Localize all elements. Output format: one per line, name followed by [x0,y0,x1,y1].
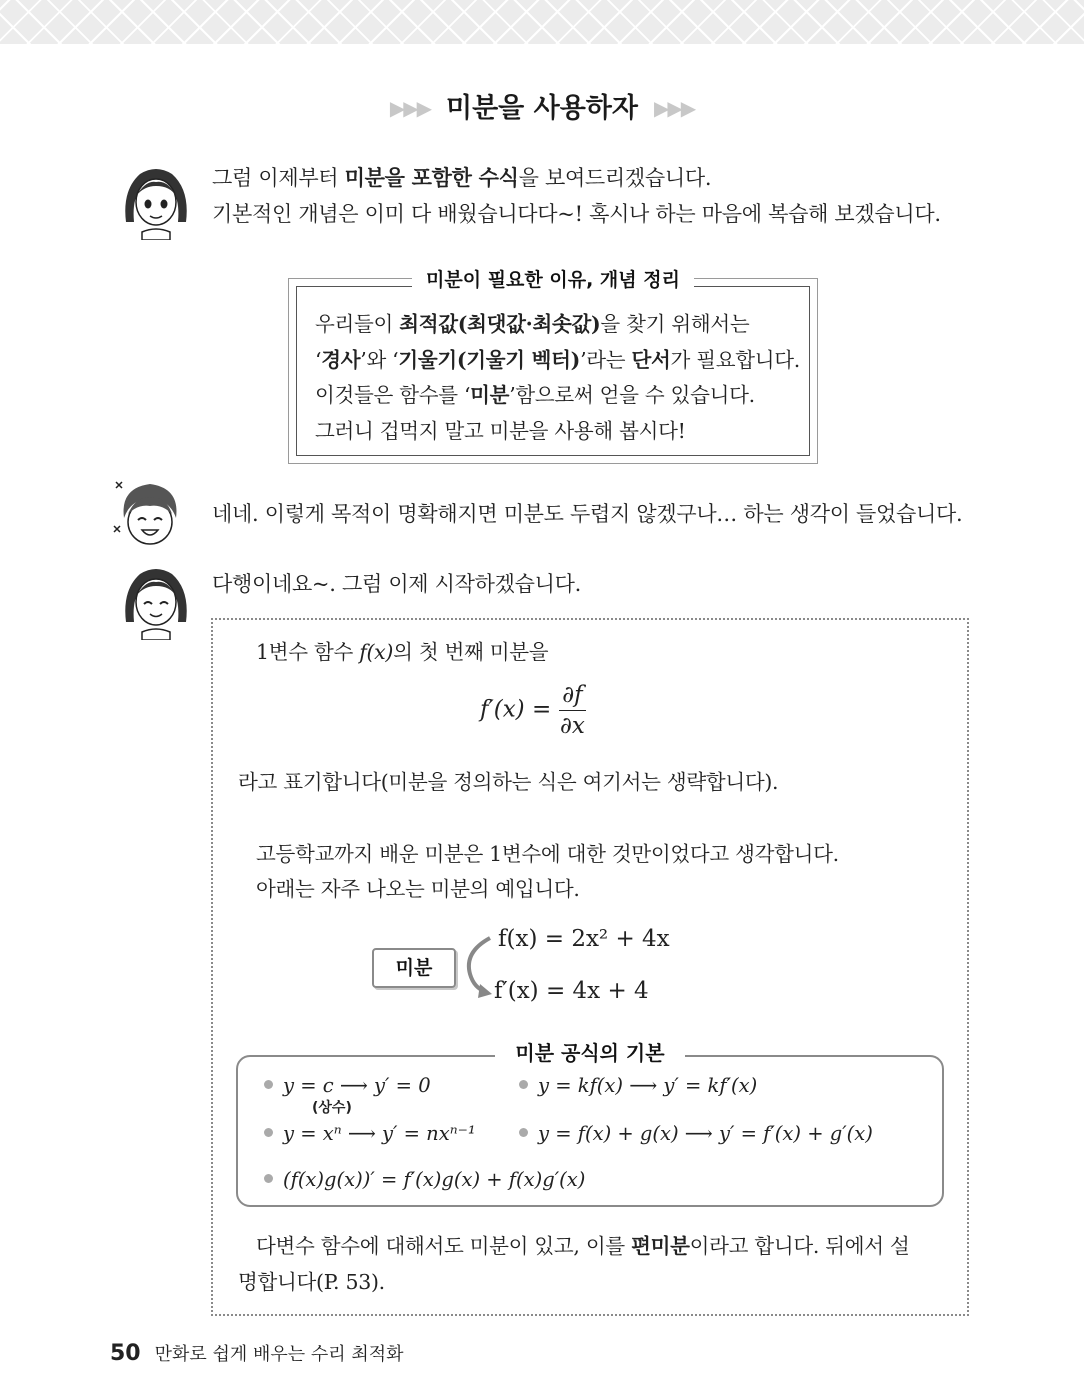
page-number: 50 [110,1341,141,1366]
section-title [0,86,1084,125]
equation-lhs: f′(x) = [480,696,552,723]
concept-text: 우리들이 [315,312,400,336]
differentiate-label: 미분 [372,948,456,988]
speech-text: 네네. 이렇게 목적이 명확해지면 미분도 두렵지 않겠구나… 하는 생각이 들었습니다. [212,502,963,526]
speech-bold: 미분을 포함한 수식 [344,166,519,190]
bullet-icon [264,1128,273,1137]
math-fx: f(x) [359,640,394,664]
concept-box-inner [296,269,810,456]
formula-text: y = kf(x) ⟶ y′ = kf′(x) [538,1074,758,1097]
paragraph-6: 명합니다(P. 53). [238,1270,385,1294]
formula-text: (f(x)g(x))′ = f′(x)g(x) + f(x)g′(x) [283,1168,586,1191]
triangle-arrows-right-icon: ▶▶▶ [653,96,695,120]
fraction-denominator: ∂x [560,713,585,739]
concept-text: 이것들은 함수를 ‘ [315,383,471,407]
paragraph-4: 아래는 자주 나오는 미분의 예입니다. [256,877,580,901]
formula-text: y = f(x) + g(x) ⟶ y′ = f′(x) + g′(x) [538,1122,873,1145]
bullet-icon [264,1080,273,1089]
concept-title-text: 미분이 필요한 이유, 개념 정리 [412,269,694,291]
formula-power-rule [264,1122,476,1145]
paragraph-5 [256,1228,910,1264]
concept-text: 을 찾기 위해서는 [600,312,750,336]
formula-title-text: 미분 공식의 기본 [495,1041,684,1065]
header-pattern [0,0,1084,44]
concept-bold: 단서 [631,347,671,372]
para-text: 다변수 함수에 대해서도 미분이 있고, 이를 [256,1234,632,1258]
example-derivative: f′(x) = 4x + 4 [494,978,649,1004]
concept-bold: 최적값(최댓값·최솟값) [399,312,601,336]
formula-box-title [238,1037,942,1066]
speech-text: 기본적인 개념은 이미 다 배웠습니다다~! 혹시나 하는 마음에 복습해 보겠습니다. [212,202,941,226]
example-function: f(x) = 2x² + 4x [498,926,670,952]
bullet-icon [519,1128,528,1137]
concept-box-title [297,265,809,292]
concept-text: 그러니 겁먹지 말고 미분을 사용해 봅시다! [315,418,686,443]
section-title-text: 미분을 사용하자 [446,93,638,124]
paragraph-3: 고등학교까지 배운 미분은 1변수에 대한 것만이었다고 생각합니다. [256,842,839,866]
formula-constant [264,1074,431,1097]
fraction [559,682,585,739]
paragraph-2: 라고 표기합니다(미분을 정의하는 식은 여기서는 생략합니다). [238,770,779,794]
para-text: 이라고 합니다. 뒤에서 설 [689,1234,910,1258]
paragraph-1 [256,634,548,670]
main-content-box [211,618,969,1316]
para-text: 의 첫 번째 미분을 [393,640,549,664]
concept-text: ’함으로써 얻을 수 있습니다. [509,383,755,407]
fraction-numerator: ∂f [559,682,585,711]
derivative-equation [480,682,586,739]
concept-bold: 경사 [321,347,361,372]
speech-text: 그럼 이제부터 [212,166,345,190]
bullet-icon [264,1174,273,1183]
concept-text: ‘ [315,347,322,372]
concept-text: ’와 ‘ [360,347,399,372]
book-title: 만화로 쉽게 배우는 수리 최적화 [154,1344,404,1365]
para-bold: 편미분 [631,1234,690,1258]
student-speech [212,496,962,532]
concept-box-body [315,307,800,449]
speech-text: 을 보여드리겠습니다. [518,166,712,190]
concept-box [288,269,818,464]
triangle-arrows-left-icon: ▶▶▶ [389,96,430,120]
teacher-smile-avatar-icon [116,560,196,640]
formula-text: y = xⁿ ⟶ y′ = nxⁿ⁻¹ [283,1122,476,1145]
formula-scalar-multiple [519,1074,757,1097]
para-text: 1변수 함수 [256,640,360,664]
concept-text: ’라는 [580,347,632,372]
concept-text: 가 필요합니다. [670,347,800,372]
teacher-avatar-icon [116,160,196,240]
formula-sum-rule [519,1122,873,1145]
bullet-icon [519,1080,528,1089]
student-avatar-icon [110,474,190,554]
constant-note: (상수) [312,1100,352,1116]
concept-bold: 미분 [470,383,510,407]
page-footer [110,1340,404,1366]
formula-text: y = c ⟶ y′ = 0 [283,1074,431,1097]
speech-text: 다행이네요~. 그럼 이제 시작하겠습니다. [212,572,581,596]
concept-bold: 기울기(기울기 벡터) [398,347,581,372]
formula-product-rule [264,1168,585,1191]
teacher-speech-2 [212,566,581,602]
teacher-speech-1 [212,160,941,232]
